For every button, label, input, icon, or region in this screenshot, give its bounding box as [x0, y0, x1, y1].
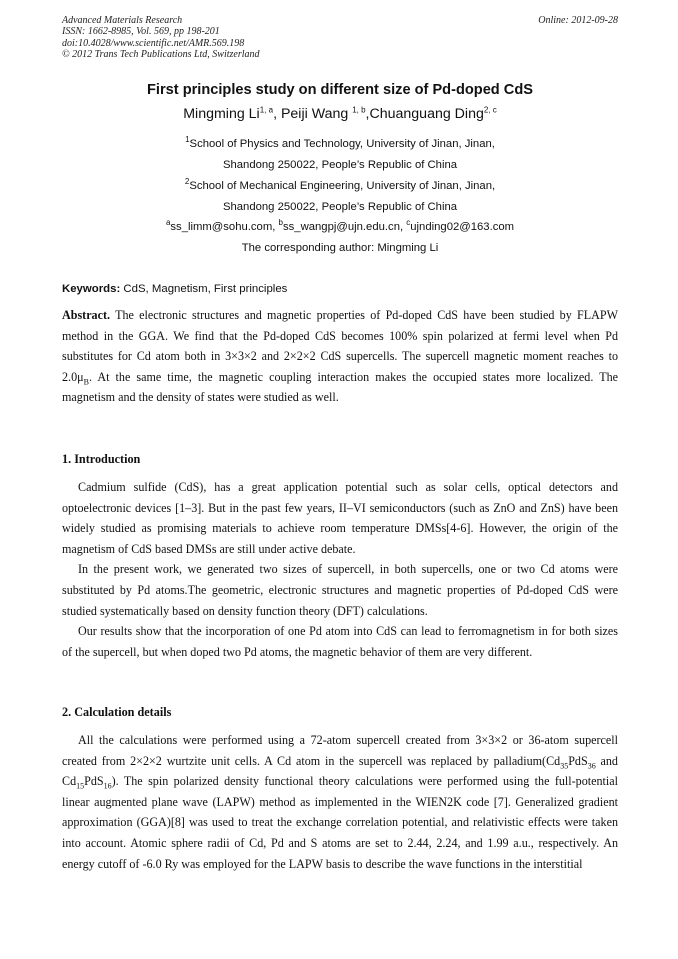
email-line — [62, 218, 618, 233]
affiliation-1-line-2: Shandong 250022, People’s Republic of China — [222, 159, 458, 171]
affiliation-mark: 1 — [185, 135, 190, 145]
subscript: 36 — [587, 761, 596, 770]
affiliation-mark: 2 — [184, 177, 190, 187]
email-mark: c — [406, 218, 411, 228]
keywords-text: CdS, Magnetism, First principles — [120, 283, 288, 295]
affiliation-2-line-1 — [62, 177, 618, 192]
paragraph-text: PdS — [84, 774, 104, 789]
affiliation-text: School of Physics and Technology, University of Jinan, Jinan, — [189, 138, 495, 150]
email-mark: a — [165, 218, 171, 228]
email-address: ujnding02@163.com — [410, 221, 515, 233]
paragraph-text: All the calculations were performed using a 72-atom supercell created from 3×3×2 or 36-atom supercell created from 2×2×2 wurtzite unit cells. A Cd atom in the supercell was replaced by palladium(Cd — [62, 733, 618, 768]
copyright-line: © 2012 Trans Tech Publications Ltd, Switzerland — [62, 48, 260, 60]
author-separator: , — [273, 106, 281, 122]
affiliation-1-line-1 — [62, 135, 618, 150]
keywords-label: Keywords: — [62, 283, 121, 295]
paragraph-text: and Cd — [62, 753, 618, 789]
email-address: ss_limm@sohu.com, — [170, 221, 279, 233]
section-heading-introduction: 1. Introduction — [62, 452, 141, 466]
abstract-label: Abstract. — [62, 308, 111, 322]
author-separator: , — [365, 106, 370, 122]
paragraph: Our results show that the incorporation of one Pd atom into CdS can lead to ferromagnetism in for both sizes of the supercell, but when doped two Pd atoms, the magnetic behavior of them are very different. — [62, 624, 618, 659]
abstract — [62, 305, 618, 408]
paragraph: In the present work, we generated two sizes of supercell, in both supercells, one or two Cd atoms were substituted by Pd atoms.The geometric, electronic structures and magnetic properties of Pd-doped CdS were studied systematically based on density function theory (DFT) calculations. — [62, 562, 618, 618]
abstract-text: The electronic structures and magnetic properties of Pd-doped CdS have been studied by FLAPW method in the GGA. We find that the Pd-doped CdS becomes 100% spin polarized at fermi level when Pd substitutes for Cd atom both in 3×3×2 and 2×2×2 CdS supercells. The supercell magnetic moment reaches to 2.0μ — [62, 308, 618, 384]
paragraph-text: PdS — [568, 753, 588, 768]
subscript: 35 — [560, 761, 569, 770]
paragraph-text: ). The spin polarized density functional theory calculations were performed using the full-potential linear augmented plane wave (LAPW) method as implemented in the WIEN2K code [7]. Generalized gradient approximation (GGA)[8] was used to treat the exchange correlation potential, and relativistic effects were taken into account. Atomic sphere radii of Cd, Pd and S atoms are set to 2.44, 2.24, and 1.99 a.u., respectively. An energy cutoff of -6.0 Ry was employed for the LAPW basis to describe the wave functions in the interstitial — [62, 774, 618, 871]
doi-line: doi:10.4028/www.scientific.net/AMR.569.198 — [62, 37, 245, 49]
online-date: Online: 2012-09-28 — [538, 15, 618, 26]
author-affiliation-mark: 2, c — [483, 105, 497, 115]
keywords — [62, 283, 618, 295]
email-address: ss_wangpj@ujn.edu.cn, — [283, 221, 407, 233]
subscript: 16 — [103, 781, 112, 791]
affiliation-text: School of Mechanical Engineering, University of Jinan, Jinan, — [189, 180, 496, 192]
corresponding-author: The corresponding author: Mingming Li — [241, 242, 439, 254]
journal-header — [62, 15, 618, 60]
issn-line: ISSN: 1662-8985, Vol. 569, pp 198-201 — [62, 26, 220, 38]
author-name: Mingming Li — [183, 106, 260, 122]
email-mark: b — [278, 218, 283, 228]
subscript: 15 — [76, 781, 85, 791]
author-name: Peiji Wang — [280, 106, 353, 122]
author-name: Chuanguang Ding — [369, 106, 484, 122]
paragraph: Cadmium sulfide (CdS), has a great application potential such as solar cells, optical detectors and optoelectronic devices [1–3]. But in the past few years, II–VI semiconductors (such as ZnO and ZnS) have been widely studied as promising materials to achieve room temperature DMSs[4-6]. However, the origin of the magnetism of CdS based DMSs are still under active debate. — [62, 480, 618, 556]
journal-name: Advanced Materials Research — [62, 15, 183, 26]
section-heading-calculation: 2. Calculation details — [62, 705, 172, 719]
author-affiliation-mark: 1, a — [259, 105, 274, 115]
calculation-body — [62, 730, 618, 874]
abstract-text: . At the same time, the magnetic coupling interaction makes the occupied states more localized. The magnetism and the density of states were studied as well. — [62, 369, 618, 405]
affiliation-2-line-2: Shandong 250022, People’s Republic of China — [222, 201, 458, 213]
author-list — [62, 106, 618, 122]
subscript: B — [83, 377, 89, 387]
author-affiliation-mark: 1, b — [352, 105, 366, 115]
paper-title: First principles study on different size of Pd-doped CdS — [147, 82, 533, 98]
paragraph — [62, 730, 618, 874]
introduction-body — [62, 477, 618, 662]
